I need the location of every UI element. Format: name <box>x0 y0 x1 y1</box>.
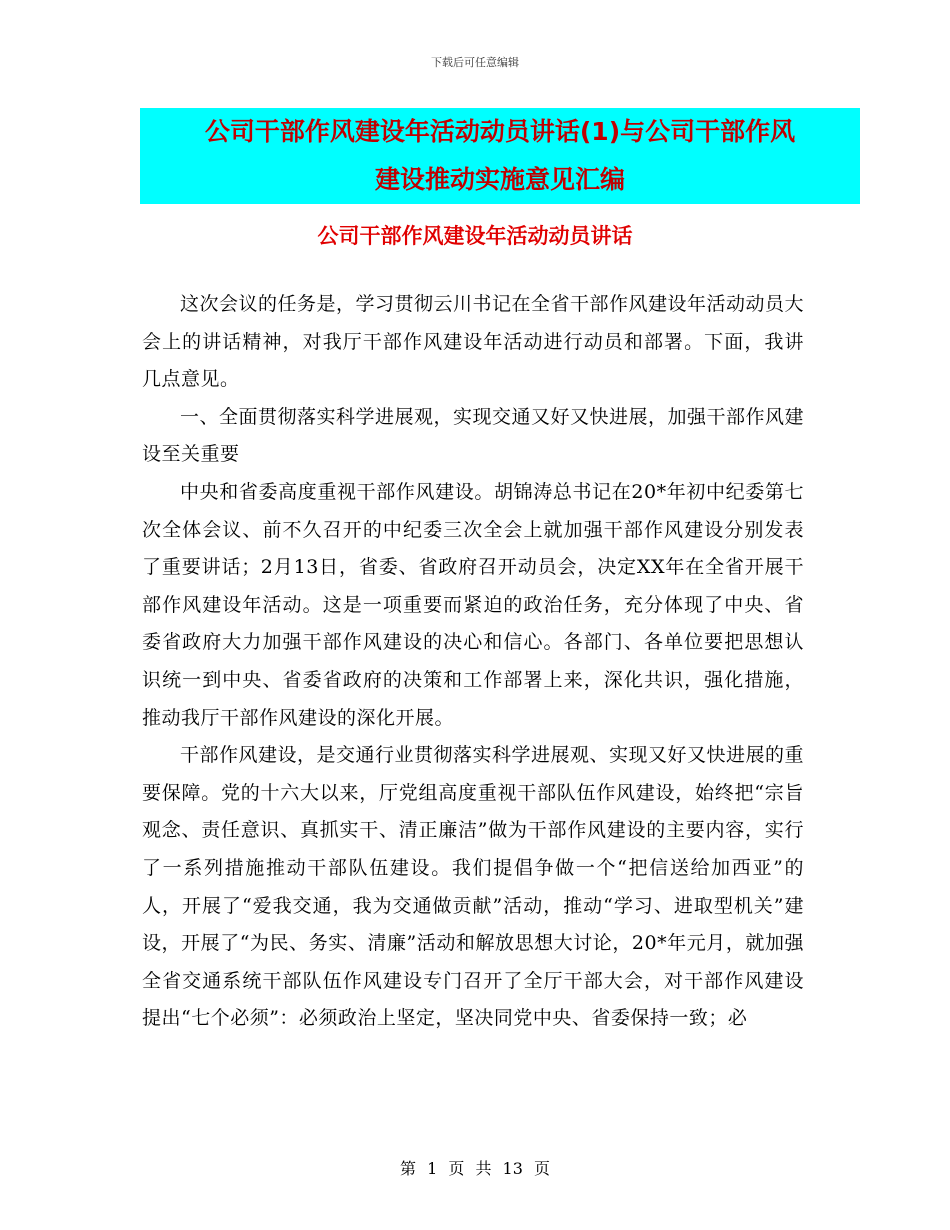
paragraph-2: 一、全面贯彻落实科学进展观，实现交通又好又快进展，加强干部作风建设至关重要 <box>142 405 805 466</box>
main-title-line-1: 公司干部作风建设年活动动员讲话(1)与公司干部作风 <box>204 117 796 146</box>
body-text <box>142 286 804 1038</box>
paragraph-1: 这次会议的任务是，学习贯彻云川书记在全省干部作风建设年活动动员大会上的讲话精神，对我厅干部作风建设年活动进行动员和部署。下面，我讲几点意见。 <box>142 293 805 391</box>
header-note: 下载后可任意编辑 <box>431 56 519 69</box>
section-title: 公司干部作风建设年活动动员讲话 <box>317 224 633 248</box>
main-title <box>140 108 860 204</box>
page-footer: 第 1 页 共 13 页 <box>400 1159 550 1178</box>
paragraph-4: 干部作风建设，是交通行业贯彻落实科学进展观、实现又好又快进展的重要保障。党的十六大以来，厅党组高度重视干部队伍作风建设，始终把“宗旨观念、责任意识、真抓实干、清正廉洁”做为干部作风建设的主要内容，实行了一系列措施推动干部队伍建设。我们提倡争做一个“把信送给加西亚”的人，开展了“爱我交通，我为交通做贡献”活动，推动“学习、进取型机关”建设，开展了“为民、务实、清廉”活动和解放思想大讨论，20*年元月，就加强全省交通系统干部队伍作风建设专门召开了全厅干部大会，对干部作风建设提出“七个必须”：必须政治上坚定，坚决同党中央、省委保持一致；必 <box>142 744 805 1030</box>
paragraph-3: 中央和省委高度重视干部作风建设。胡锦涛总书记在20*年初中纪委第七次全体会议、前不久召开的中纪委三次全会上就加强干部作风建设分别发表了重要讲话；2月13日，省委、省政府召开动员会，决定XX年在全省开展干部作风建设年活动。这是一项重要而紧迫的政治任务，充分体现了中央、省委省政府大力加强干部作风建设的决心和信心。各部门、各单位要把思想认识统一到中央、省委省政府的决策和工作部署上来，深化共识，强化措施，推动我厅干部作风建设的深化开展。 <box>142 480 804 729</box>
main-title-line-2: 建设推动实施意见汇编 <box>374 165 625 194</box>
